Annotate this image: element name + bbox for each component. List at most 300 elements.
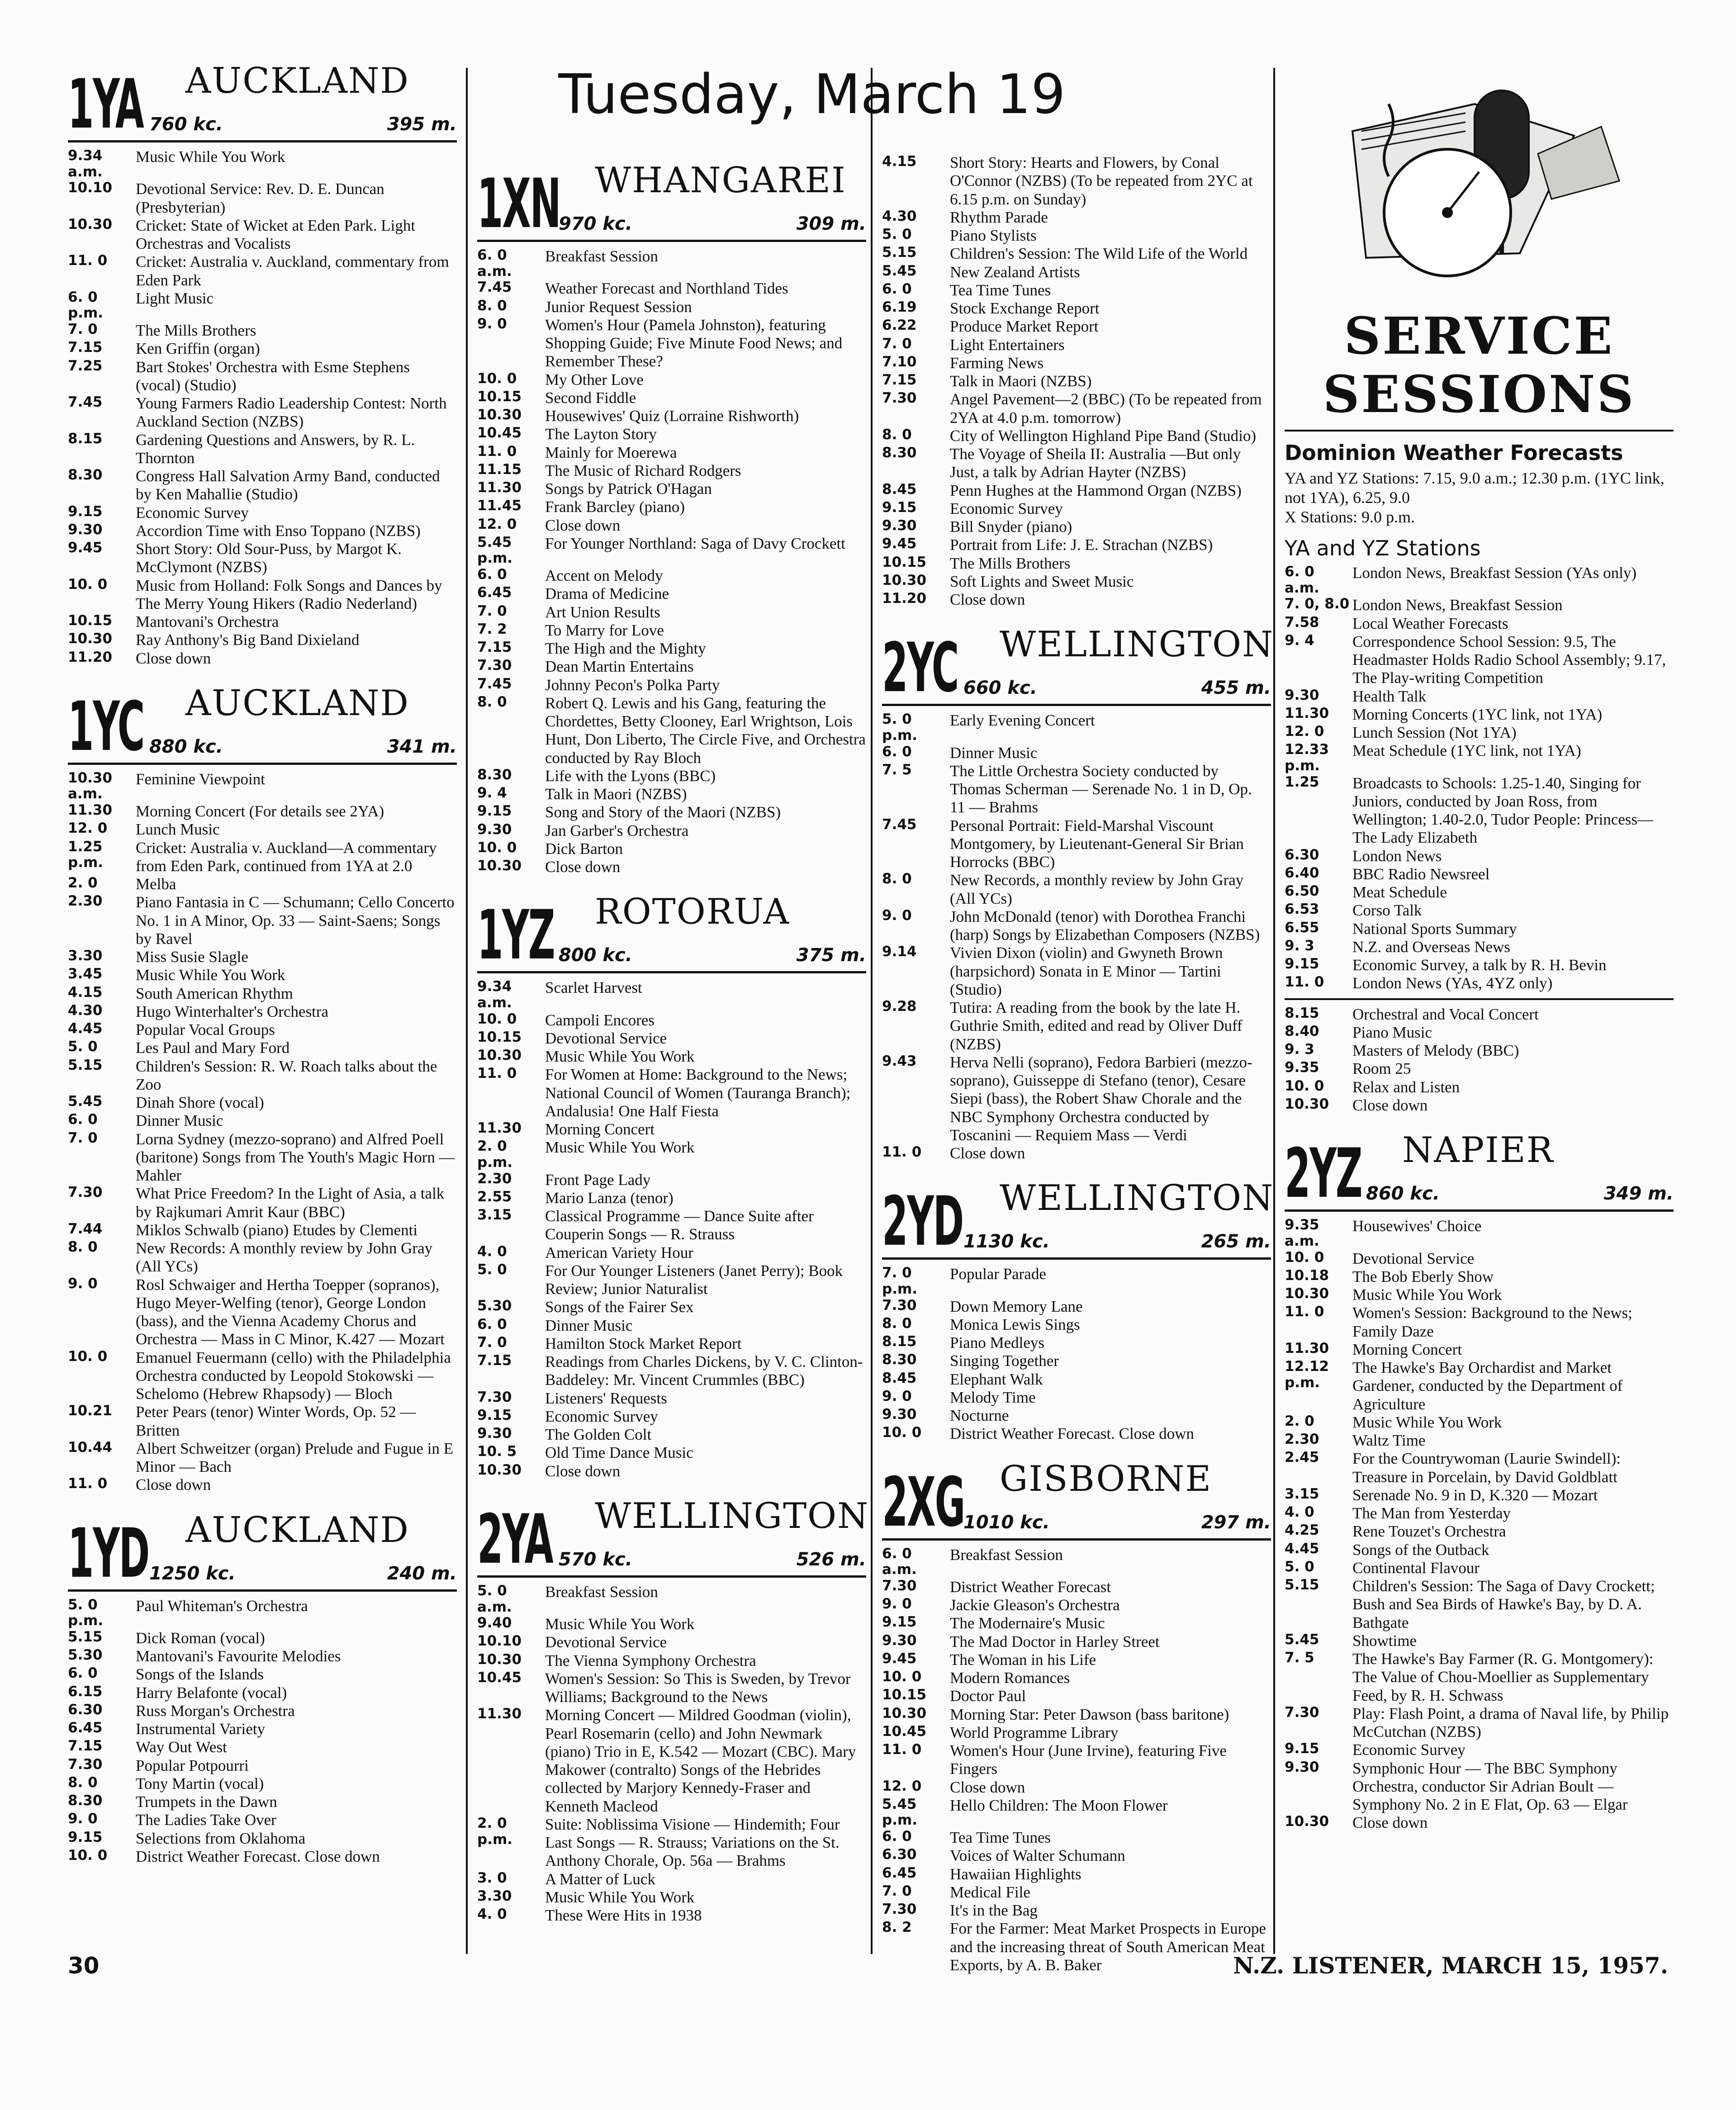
schedule-entry bbox=[477, 1906, 866, 1925]
entry-description: Listeners' Requests bbox=[545, 1389, 667, 1407]
schedule-entry bbox=[882, 245, 1271, 263]
entry-description: Morning Concert — Mildred Goodman (violin), Pearl Rosemarin (cello) and John Newmark (piano) Trio in E, K.542 — Mozart (CBC). Mary Makower (contralto) Songs of the Hebrides collected by Marjory Kennedy-Fraser and Kenneth Macleod bbox=[545, 1706, 856, 1815]
entry-time: 9. 0 bbox=[882, 1388, 912, 1404]
entry-description: The Mills Brothers bbox=[950, 554, 1071, 572]
station-1xn bbox=[477, 160, 866, 876]
entry-description: Ray Anthony's Big Band Dixieland bbox=[136, 631, 360, 649]
schedule-entry bbox=[882, 427, 1271, 445]
entry-time: 9. 0 bbox=[68, 1811, 98, 1827]
entry-time: 12. 0 bbox=[1285, 723, 1324, 740]
entry-time: 5.45 p.m. bbox=[477, 534, 513, 567]
entry-time: 8. 0 bbox=[68, 1774, 98, 1791]
entry-description: Broadcasts to Schools: 1.25-1.40, Singing for Juniors, conducted by Joan Ross, from Wellington; 1.40-2.0, Tudor People: Princess—The Lady Elizabeth bbox=[1352, 774, 1654, 847]
schedule-entry bbox=[1285, 1705, 1674, 1741]
entry-description: John McDonald (tenor) with Dorothea Franchi (harp) Songs by Elizabethan Composers (NZBS) bbox=[950, 907, 1260, 944]
schedule-entry bbox=[1285, 1432, 1674, 1450]
entry-description: Lorna Sydney (mezzo-soprano) and Alfred Poell (baritone) Songs from The Youth's Magic Horn — Mahler bbox=[136, 1130, 455, 1185]
entry-description: Cricket: State of Wicket at Eden Park. Light Orchestras and Vocalists bbox=[136, 216, 416, 253]
entry-time: 10. 0 bbox=[477, 370, 517, 387]
entry-description: The Little Orchestra Society conducted by Thomas Scherman — Serenade No. 1 in D, Op. 11 — Brahms bbox=[950, 762, 1252, 816]
entry-time: 8.40 bbox=[1285, 1023, 1319, 1039]
entry-time: 8.30 bbox=[477, 766, 512, 783]
entry-time: 9.30 bbox=[882, 1632, 917, 1649]
entry-time: 10. 0 bbox=[1285, 1077, 1324, 1094]
schedule-entry bbox=[1285, 564, 1674, 596]
schedule-entry bbox=[882, 1901, 1271, 1920]
schedule-entry bbox=[477, 1029, 866, 1048]
entry-time: 11.30 bbox=[1285, 705, 1329, 721]
entry-time: 7.45 bbox=[882, 816, 917, 833]
entry-description: Albert Schweitzer (organ) Prelude and Fugue in E Minor — Bach bbox=[136, 1439, 454, 1476]
entry-description: To Marry for Love bbox=[545, 621, 664, 639]
entry-time: 10.30 bbox=[1285, 1285, 1329, 1302]
schedule-entry bbox=[68, 1003, 457, 1021]
entry-time: 8. 0 bbox=[477, 693, 507, 710]
entry-description: Mantovani's Favourite Melodies bbox=[136, 1647, 341, 1665]
entry-description: New Records, a monthly review by John Gray (All YCs) bbox=[950, 871, 1244, 907]
entry-description: Masters of Melody (BBC) bbox=[1352, 1042, 1519, 1060]
entry-time: 6.40 bbox=[1285, 864, 1319, 881]
schedule-entry bbox=[1285, 1632, 1674, 1650]
entry-time: 9.15 bbox=[1285, 956, 1319, 972]
entry-time: 8.15 bbox=[68, 430, 103, 447]
entry-time: 5.45 bbox=[1285, 1631, 1319, 1648]
schedule-entry bbox=[882, 1797, 1271, 1829]
column-1 bbox=[68, 63, 457, 1884]
entry-description: Mainly for Moerewa bbox=[545, 443, 677, 461]
schedule-entry bbox=[1285, 1814, 1674, 1832]
entry-description: Congress Hall Salvation Army Band, conducted by Ken Mahallie (Studio) bbox=[136, 467, 440, 503]
schedule-entry bbox=[68, 1793, 457, 1811]
entry-description: These Were Hits in 1938 bbox=[545, 1906, 702, 1925]
entry-time: 5. 0 bbox=[1285, 1558, 1314, 1575]
schedule-entry bbox=[882, 318, 1271, 336]
schedule-entry bbox=[1285, 974, 1674, 992]
entry-time: 7.15 bbox=[68, 339, 103, 356]
schedule-entry bbox=[68, 893, 457, 948]
schedule-entry bbox=[882, 354, 1271, 372]
entry-time: 9.30 bbox=[882, 517, 917, 534]
entry-description: Orchestral and Vocal Concert bbox=[1352, 1005, 1539, 1023]
schedule-entry bbox=[68, 1775, 457, 1793]
entry-time: 11.30 bbox=[1285, 1340, 1329, 1356]
entry-time: 9.40 bbox=[477, 1615, 512, 1631]
schedule-entry bbox=[68, 1094, 457, 1112]
schedule-entry bbox=[68, 217, 457, 253]
entry-time: 2. 0 p.m. bbox=[477, 1815, 513, 1848]
entry-description: Mario Lanza (tenor) bbox=[545, 1189, 674, 1207]
station-1yd bbox=[68, 1509, 457, 1866]
entry-description: Economic Survey bbox=[1352, 1741, 1466, 1759]
schedule-entry bbox=[477, 840, 866, 858]
entry-description: Light Music bbox=[136, 289, 214, 307]
entry-description: Farming News bbox=[950, 354, 1044, 372]
entry-description: Morning Concerts (1YC link, not 1YA) bbox=[1352, 705, 1603, 723]
entry-description: Short Story: Old Sour-Puss, by Margot K. McClymont (NZBS) bbox=[136, 540, 402, 576]
schedule-entry bbox=[477, 1066, 866, 1120]
schedule-entry bbox=[68, 985, 457, 1003]
schedule-entry bbox=[882, 263, 1271, 281]
entry-time: 7. 2 bbox=[477, 621, 507, 637]
entry-time: 6.19 bbox=[882, 299, 917, 315]
schedule-entry bbox=[477, 1816, 866, 1870]
entry-time: 10.15 bbox=[882, 554, 927, 570]
schedule-entry bbox=[477, 621, 866, 640]
entry-description: Songs of the Fairer Sex bbox=[545, 1298, 694, 1316]
entry-description: Stock Exchange Report bbox=[950, 299, 1100, 317]
schedule-entry bbox=[68, 966, 457, 984]
schedule-entry bbox=[882, 591, 1271, 609]
schedule-entry bbox=[477, 1888, 866, 1906]
column-rule-2 bbox=[871, 68, 873, 1954]
schedule-entry bbox=[477, 822, 866, 840]
entry-time: 10. 0 bbox=[68, 576, 108, 593]
entry-description: Selections from Oklahoma bbox=[136, 1829, 306, 1847]
entry-description: Close down bbox=[545, 858, 621, 876]
schedule-entry bbox=[882, 1352, 1271, 1370]
schedule-entry bbox=[882, 744, 1271, 762]
station-callsign: 1YD bbox=[68, 1514, 149, 1593]
entry-time: 2.45 bbox=[1285, 1449, 1319, 1466]
station-header bbox=[477, 891, 866, 975]
entry-description: Women's Session: Background to the News; Family Daze bbox=[1352, 1304, 1632, 1340]
entry-description: Russ Morgan's Orchestra bbox=[136, 1702, 295, 1720]
entry-time: 3.30 bbox=[477, 1887, 512, 1904]
schedule-entry bbox=[882, 944, 1271, 999]
entry-time: 11.30 bbox=[477, 1706, 522, 1722]
schedule-entry bbox=[477, 535, 866, 567]
entry-time: 7.44 bbox=[68, 1220, 103, 1237]
entry-description: Accent on Melody bbox=[545, 567, 663, 585]
entry-time: 12. 0 bbox=[68, 820, 108, 837]
entry-description: Down Memory Lane bbox=[950, 1297, 1083, 1315]
entry-time: 9.30 bbox=[477, 1425, 512, 1442]
schedule-entry bbox=[68, 1757, 457, 1775]
schedule-entry bbox=[68, 820, 457, 839]
entry-time: 4. 0 bbox=[1285, 1504, 1314, 1520]
schedule-entry bbox=[882, 1370, 1271, 1389]
entry-description: Piano Fantasia in C — Schumann; Cello Concerto No. 1 in A Minor, Op. 33 — Saint-Saens; Songs by Ravel bbox=[136, 893, 455, 948]
entry-time: 2. 0 bbox=[1285, 1413, 1314, 1429]
station-header bbox=[882, 1178, 1274, 1261]
entry-time: 7. 0 bbox=[477, 602, 507, 619]
entry-description: Children's Session: The Saga of Davy Crockett; Bush and Sea Birds of Hawke's Bay, by D. A. Bathgate bbox=[1352, 1577, 1655, 1631]
schedule-entry bbox=[68, 1130, 457, 1185]
entry-time: 7. 0 bbox=[477, 1334, 507, 1351]
schedule-entry bbox=[68, 1276, 457, 1349]
entry-description: Corso Talk bbox=[1352, 901, 1422, 920]
entry-description: District Weather Forecast. Close down bbox=[950, 1425, 1194, 1443]
entry-time: 12.12 p.m. bbox=[1285, 1358, 1329, 1391]
entry-description: For Our Younger Listeners (Janet Perry); Book Review; Junior Naturalist bbox=[545, 1261, 843, 1298]
schedule-entry bbox=[68, 948, 457, 966]
entry-description: Meat Schedule bbox=[1352, 883, 1447, 901]
entry-time: 9.45 bbox=[882, 1650, 917, 1667]
station-callsign: 1XN bbox=[477, 165, 560, 243]
entry-description: Bart Stokes' Orchestra with Esme Stephens (vocal) (Studio) bbox=[136, 358, 410, 394]
entry-time: 6.45 bbox=[68, 1720, 103, 1736]
entry-description: Harry Belafonte (vocal) bbox=[136, 1683, 287, 1702]
schedule-entry bbox=[477, 979, 866, 1011]
entry-description: The Modernaire's Music bbox=[950, 1614, 1105, 1632]
station-city: WELLINGTON bbox=[1000, 624, 1274, 665]
entry-time: 11.20 bbox=[882, 590, 927, 607]
entry-description: Room 25 bbox=[1352, 1060, 1411, 1078]
entry-description: Produce Market Report bbox=[950, 318, 1099, 336]
entry-description: District Weather Forecast. Close down bbox=[136, 1847, 380, 1865]
entry-description: Singing Together bbox=[950, 1352, 1059, 1370]
schedule-entry bbox=[1285, 1268, 1674, 1286]
station-city: AUCKLAND bbox=[185, 1509, 409, 1550]
entry-description: Suite: Noblissima Visione — Hindemith; Four Last Songs — R. Strauss; Variations on the St. Anthony Chorale, Op. 56a — Brahms bbox=[545, 1815, 840, 1870]
entry-description: Play: Flash Point, a drama of Naval life, by Philip McCutchan (NZBS) bbox=[1352, 1704, 1669, 1740]
schedule-entry bbox=[68, 1811, 457, 1829]
entry-description: Music While You Work bbox=[545, 1615, 695, 1633]
entry-description: Rosl Schwaiger and Hertha Toepper (sopranos), Hugo Meyer-Welfing (tenor), George London (bass), and the Vienna Academy Chorus and Orchestra — Mass in C Minor, K.427 — Mozart bbox=[136, 1275, 445, 1348]
station-frequency: 660 kc. bbox=[963, 678, 1037, 699]
entry-description: BBC Radio Newsreel bbox=[1352, 865, 1490, 883]
schedule-entry bbox=[477, 1444, 866, 1462]
entry-description: Health Talk bbox=[1352, 687, 1427, 705]
schedule-entry bbox=[882, 1334, 1271, 1352]
entry-description: Children's Session: The Wild Life of the World bbox=[950, 245, 1248, 263]
entry-description: Meat Schedule (1YC link, not 1YA) bbox=[1352, 742, 1581, 760]
entry-description: Tutira: A reading from the book by the late H. Guthrie Smith, edited and read by Oliver Duff (NZBS) bbox=[950, 999, 1243, 1053]
entry-time: 9. 3 bbox=[1285, 1041, 1314, 1058]
station-callsign: 2YD bbox=[882, 1182, 963, 1261]
schedule-entry bbox=[1285, 938, 1674, 956]
entry-time: 6. 0 bbox=[882, 743, 912, 760]
entry-time: 8.30 bbox=[68, 1792, 103, 1809]
entry-time: 5. 0 bbox=[882, 226, 912, 242]
schedule-entry bbox=[1285, 1024, 1674, 1042]
station-frequency: 570 kc. bbox=[559, 1549, 632, 1570]
schedule-entry bbox=[882, 1829, 1271, 1847]
entry-description: Art Union Results bbox=[545, 603, 660, 621]
schedule-entry bbox=[477, 1262, 866, 1299]
schedule-entry bbox=[1285, 1450, 1674, 1486]
entry-description: Talk in Maori (NZBS) bbox=[950, 372, 1092, 390]
entry-time: 9.15 bbox=[68, 503, 103, 520]
entry-description: Serenade No. 9 in D, K.320 — Mozart bbox=[1352, 1486, 1598, 1504]
schedule-entry bbox=[1285, 774, 1674, 847]
entry-time: 10. 0 bbox=[477, 1010, 517, 1027]
schedule-entry bbox=[68, 1221, 457, 1239]
schedule-entry bbox=[68, 1239, 457, 1276]
entry-description: Relax and Listen bbox=[1352, 1078, 1460, 1096]
entry-description: Frank Barcley (piano) bbox=[545, 498, 685, 516]
schedule-entry bbox=[477, 1633, 866, 1651]
station-wavelength: 395 m. bbox=[387, 114, 457, 135]
entry-time: 8.45 bbox=[882, 1370, 917, 1386]
entry-description: Johnny Pecon's Polka Party bbox=[545, 676, 720, 694]
station-frequency: 1010 kc. bbox=[963, 1512, 1050, 1533]
station-frequency: 1250 kc. bbox=[149, 1563, 236, 1584]
station-1ya bbox=[68, 63, 457, 668]
schedule-entry bbox=[477, 1870, 866, 1888]
entry-description: N.Z. and Overseas News bbox=[1352, 938, 1510, 956]
schedule-entry bbox=[1285, 1005, 1674, 1024]
entry-time: 5. 0 a.m. bbox=[477, 1582, 512, 1615]
schedule-entry bbox=[882, 1053, 1271, 1144]
station-header bbox=[68, 683, 457, 766]
entry-description: Vivien Dixon (violin) and Gwyneth Brown (harpsichord) Sonata in E Minor — Tartini (Studio) bbox=[950, 944, 1223, 998]
entry-time: 6. 0 p.m. bbox=[68, 289, 104, 322]
entry-time: 4.45 bbox=[1285, 1540, 1319, 1557]
entry-description: District Weather Forecast bbox=[950, 1578, 1111, 1596]
station-callsign: 1YA bbox=[68, 65, 143, 144]
entry-description: Monica Lewis Sings bbox=[950, 1315, 1080, 1333]
schedule-entry bbox=[882, 1778, 1271, 1797]
entry-description: New Zealand Artists bbox=[950, 263, 1080, 281]
schedule-entry bbox=[882, 372, 1271, 390]
entry-time: 6. 0 bbox=[68, 1111, 98, 1128]
entry-description: Feminine Viewpoint bbox=[136, 770, 265, 788]
station-1yc bbox=[68, 683, 457, 1494]
entry-description: Dick Roman (vocal) bbox=[136, 1629, 265, 1647]
schedule-entry bbox=[882, 1651, 1271, 1669]
schedule-entry bbox=[477, 1207, 866, 1244]
schedule-entry bbox=[68, 1665, 457, 1683]
entry-description: My Other Love bbox=[545, 370, 644, 389]
entry-time: 11.30 bbox=[477, 479, 522, 496]
entry-description: Young Farmers Radio Leadership Contest: North Auckland Section (NZBS) bbox=[136, 394, 447, 431]
station-header bbox=[882, 1458, 1271, 1542]
schedule-entry bbox=[1285, 706, 1674, 724]
entry-description: Tea Time Tunes bbox=[950, 281, 1051, 299]
entry-time: 10. 0 bbox=[1285, 1249, 1324, 1266]
entry-time: 8. 0 bbox=[68, 1239, 98, 1256]
schedule-entry bbox=[882, 1614, 1271, 1632]
entry-description: London News, Breakfast Session (YAs only) bbox=[1352, 564, 1636, 582]
entry-description: Robert Q. Lewis and his Gang, featuring the Chordettes, Betty Clooney, Earl Wrightson, Lois Hunt, Don Liberto, The Circle Five, and Orchestra conducted by Ray Bloch bbox=[545, 694, 866, 767]
station-header bbox=[68, 63, 457, 142]
entry-description: Local Weather Forecasts bbox=[1352, 614, 1508, 632]
entry-time: 12.33 p.m. bbox=[1285, 741, 1329, 774]
schedule-entry bbox=[882, 1883, 1271, 1901]
schedule-entry bbox=[477, 676, 866, 694]
entry-description: Popular Potpourri bbox=[136, 1756, 249, 1774]
entry-description: The Bob Eberly Show bbox=[1352, 1267, 1494, 1285]
station-callsign: 2YZ bbox=[1285, 1134, 1362, 1214]
entry-description: Breakfast Session bbox=[545, 247, 658, 265]
schedule-entry bbox=[477, 1652, 866, 1670]
entry-time: 7.30 bbox=[882, 1901, 917, 1918]
schedule-entry bbox=[68, 322, 457, 340]
schedule-entry bbox=[68, 631, 457, 649]
entry-description: Continental Flavour bbox=[1352, 1559, 1480, 1577]
schedule-entry bbox=[477, 1335, 866, 1353]
service-sessions-illustration bbox=[1285, 63, 1674, 308]
schedule-entry bbox=[68, 289, 457, 322]
entry-time: 9.34 a.m. bbox=[68, 147, 103, 180]
schedule-entry bbox=[477, 280, 866, 298]
entry-time: 9.15 bbox=[882, 1614, 917, 1631]
entry-time: 4. 0 bbox=[477, 1243, 507, 1260]
entry-time: 6.45 bbox=[477, 584, 512, 601]
schedule-entry bbox=[1285, 1286, 1674, 1304]
entry-description: Cricket: Australia v. Auckland—A commentary from Eden Park, continued from 1YA at 2.0 bbox=[136, 839, 437, 875]
entry-description: The Mad Doctor in Harley Street bbox=[950, 1632, 1160, 1650]
entry-time: 11. 0 bbox=[1285, 1304, 1324, 1320]
entry-time: 6. 0 bbox=[477, 1316, 507, 1332]
station-wavelength: 309 m. bbox=[796, 213, 866, 234]
station-2yd bbox=[882, 1178, 1274, 1443]
schedule-entry bbox=[1285, 688, 1674, 706]
entry-time: 9.15 bbox=[1285, 1740, 1319, 1757]
schedule-entry bbox=[477, 1615, 866, 1633]
entry-time: 5.30 bbox=[477, 1298, 512, 1314]
schedule-entry bbox=[882, 1847, 1271, 1865]
entry-time: 7.30 bbox=[882, 390, 917, 407]
entry-time: 4.30 bbox=[882, 208, 917, 224]
entry-description: Children's Session: R. W. Roach talks about the Zoo bbox=[136, 1057, 437, 1093]
schedule-entry bbox=[882, 1687, 1271, 1705]
entry-description: Economic Survey, a talk by R. H. Bevin bbox=[1352, 956, 1607, 974]
entry-time: 7.15 bbox=[477, 639, 512, 656]
entry-time: 6.30 bbox=[882, 1846, 917, 1863]
entry-description: Close down bbox=[136, 649, 211, 667]
entry-description: Melba bbox=[136, 875, 176, 893]
entry-description: Elephant Walk bbox=[950, 1370, 1043, 1388]
entry-time: 9.30 bbox=[1285, 1759, 1319, 1775]
entry-description: Talk in Maori (NZBS) bbox=[545, 785, 687, 803]
entry-time: 7.30 bbox=[68, 1184, 103, 1201]
column-3 bbox=[882, 153, 1274, 1992]
entry-time: 11. 0 bbox=[1285, 974, 1324, 991]
schedule-entry bbox=[477, 658, 866, 676]
entry-time: 7.30 bbox=[1285, 1704, 1319, 1721]
schedule-entry bbox=[882, 871, 1271, 908]
entry-time: 10.45 bbox=[477, 1669, 522, 1686]
schedule-entry bbox=[882, 555, 1271, 573]
entry-time: 2. 0 p.m. bbox=[477, 1138, 513, 1171]
schedule-entry bbox=[882, 154, 1271, 209]
schedule-entry bbox=[477, 1298, 866, 1316]
service-title-2: SESSIONS bbox=[1323, 365, 1636, 424]
entry-time: 3.15 bbox=[477, 1207, 512, 1223]
entry-time: 7.15 bbox=[68, 1738, 103, 1754]
entry-time: 8. 2 bbox=[882, 1919, 912, 1936]
entry-time: 8.15 bbox=[882, 1333, 917, 1350]
entry-time: 9.35 bbox=[1285, 1059, 1319, 1076]
entry-time: 10.45 bbox=[477, 425, 522, 441]
entry-time: 11. 0 bbox=[68, 252, 108, 269]
entry-description: Drama of Medicine bbox=[545, 585, 669, 603]
entry-time: 4. 0 bbox=[477, 1906, 507, 1923]
station-city: NAPIER bbox=[1402, 1130, 1554, 1171]
entry-time: 5.15 bbox=[882, 244, 917, 261]
schedule-entry bbox=[477, 1317, 866, 1335]
entry-description: London News (YAs, 4YZ only) bbox=[1352, 974, 1553, 992]
station-frequency: 1130 kc. bbox=[963, 1231, 1050, 1252]
entry-time: 7. 0, 8.0 bbox=[1285, 596, 1350, 612]
entry-time: 5. 0 bbox=[68, 1038, 98, 1055]
entry-description: Tea Time Tunes bbox=[950, 1829, 1051, 1847]
schedule-entry bbox=[1285, 1522, 1674, 1541]
station-wavelength: 375 m. bbox=[796, 945, 866, 966]
schedule-entry bbox=[477, 247, 866, 280]
schedule-entry bbox=[477, 1048, 866, 1066]
entry-time: 11.30 bbox=[477, 1120, 522, 1137]
schedule-entry bbox=[477, 603, 866, 621]
entry-description: Devotional Service bbox=[545, 1029, 667, 1047]
entry-description: Women's Hour (Pamela Johnston), featuring Shopping Guide; Five Minute Food News; and Remember These? bbox=[545, 316, 843, 370]
entry-description: Penn Hughes at the Hammond Organ (NZBS) bbox=[950, 481, 1242, 499]
schedule-entry bbox=[1285, 1559, 1674, 1577]
entry-description: Portrait from Life: J. E. Strachan (NZBS) bbox=[950, 536, 1213, 554]
schedule-entry bbox=[477, 1171, 866, 1189]
